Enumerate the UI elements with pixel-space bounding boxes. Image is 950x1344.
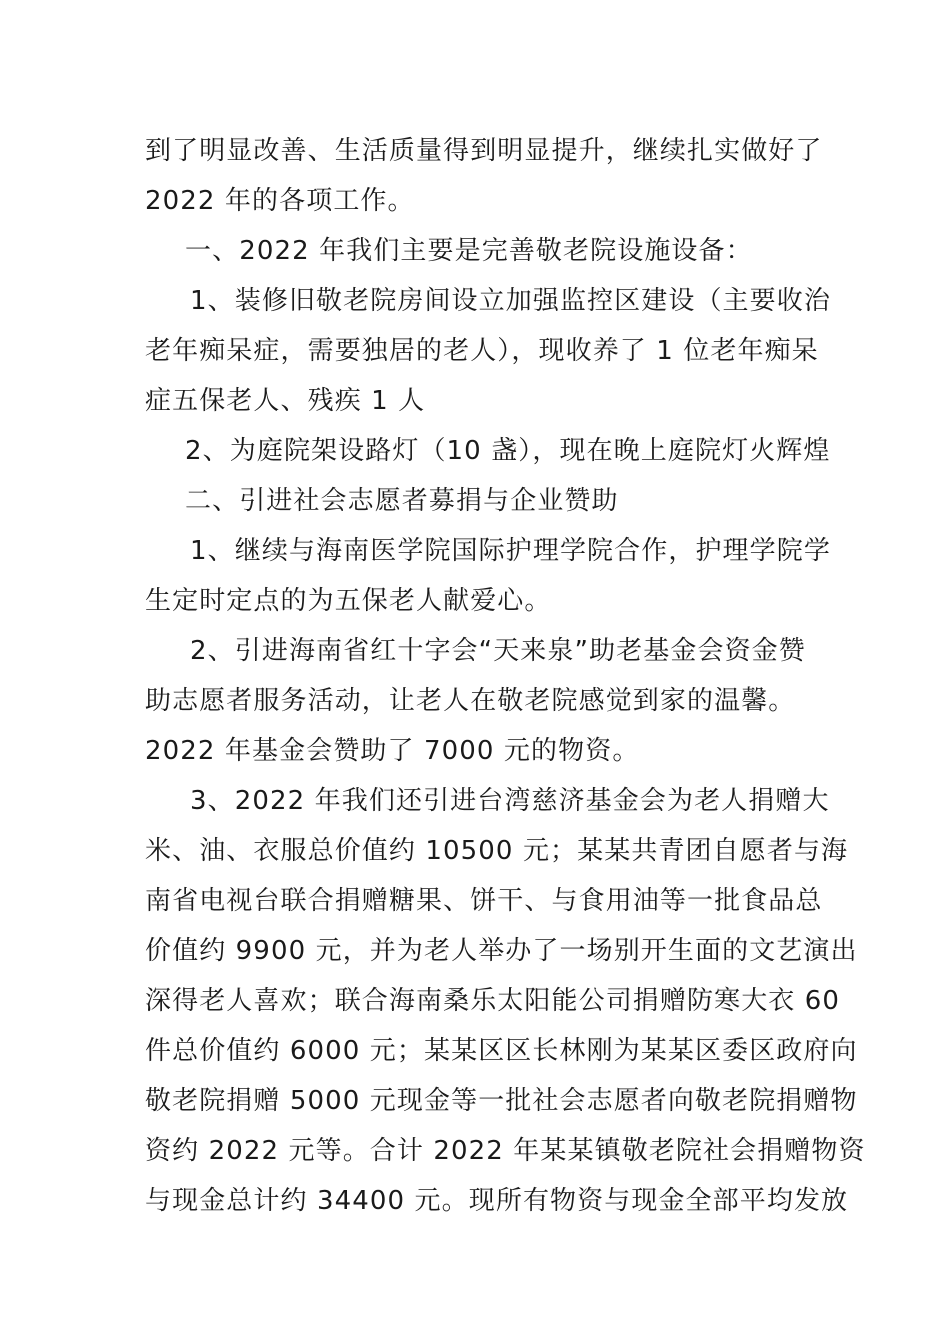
body-text-line: 深得老人喜欢；联合海南桑乐太阳能公司捐赠防寒大衣 60 bbox=[145, 986, 841, 1016]
body-text-line: 2022 年基金会赞助了 7000 元的物资。 bbox=[145, 736, 640, 766]
list-item-2-1: 1、继续与海南医学院国际护理学院合作，护理学院学 bbox=[190, 536, 831, 566]
body-text-line: 南省电视台联合捐赠糖果、饼干、与食用油等一批食品总 bbox=[145, 886, 823, 916]
list-item-2-3: 3、2022 年我们还引进台湾慈济基金会为老人捐赠大 bbox=[190, 786, 830, 816]
list-item-2-2: 2、引进海南省红十字会“天来泉”助老基金会资金赞 bbox=[190, 636, 806, 666]
list-item-1-2: 2、为庭院架设路灯（10 盏），现在晚上庭院灯火辉煌 bbox=[185, 436, 831, 466]
body-text-line: 敬老院捐赠 5000 元现金等一批社会志愿者向敬老院捐赠物 bbox=[145, 1086, 858, 1116]
list-item-1-1: 1、装修旧敬老院房间设立加强监控区建设（主要收治 bbox=[190, 286, 831, 316]
body-text-line: 症五保老人、残疾 1 人 bbox=[145, 386, 426, 416]
body-text-line: 件总价值约 6000 元；某某区区长林刚为某某区委区政府向 bbox=[145, 1036, 858, 1066]
body-text-line: 米、油、衣服总价值约 10500 元；某某共青团自愿者与海 bbox=[145, 836, 849, 866]
section-heading-1: 一、2022 年我们主要是完善敬老院设施设备： bbox=[185, 236, 753, 266]
body-text-line: 资约 2022 元等。合计 2022 年某某镇敬老院社会捐赠物资 bbox=[145, 1136, 866, 1166]
body-text-line: 老年痴呆症，需要独居的老人），现收养了 1 位老年痴呆 bbox=[145, 336, 819, 366]
section-heading-2: 二、引进社会志愿者募捐与企业赞助 bbox=[185, 486, 619, 516]
body-text-line: 价值约 9900 元，并为老人举办了一场别开生面的文艺演出 bbox=[145, 936, 858, 966]
body-text-line: 与现金总计约 34400 元。现所有物资与现金全部平均发放 bbox=[145, 1186, 849, 1216]
body-text-line: 到了明显改善、生活质量得到明显提升，继续扎实做好了 bbox=[145, 136, 823, 166]
body-text-line: 助志愿者服务活动，让老人在敬老院感觉到家的温馨。 bbox=[145, 686, 796, 716]
body-text-line: 生定时定点的为五保老人献爱心。 bbox=[145, 586, 552, 616]
body-text-line: 2022 年的各项工作。 bbox=[145, 186, 415, 216]
